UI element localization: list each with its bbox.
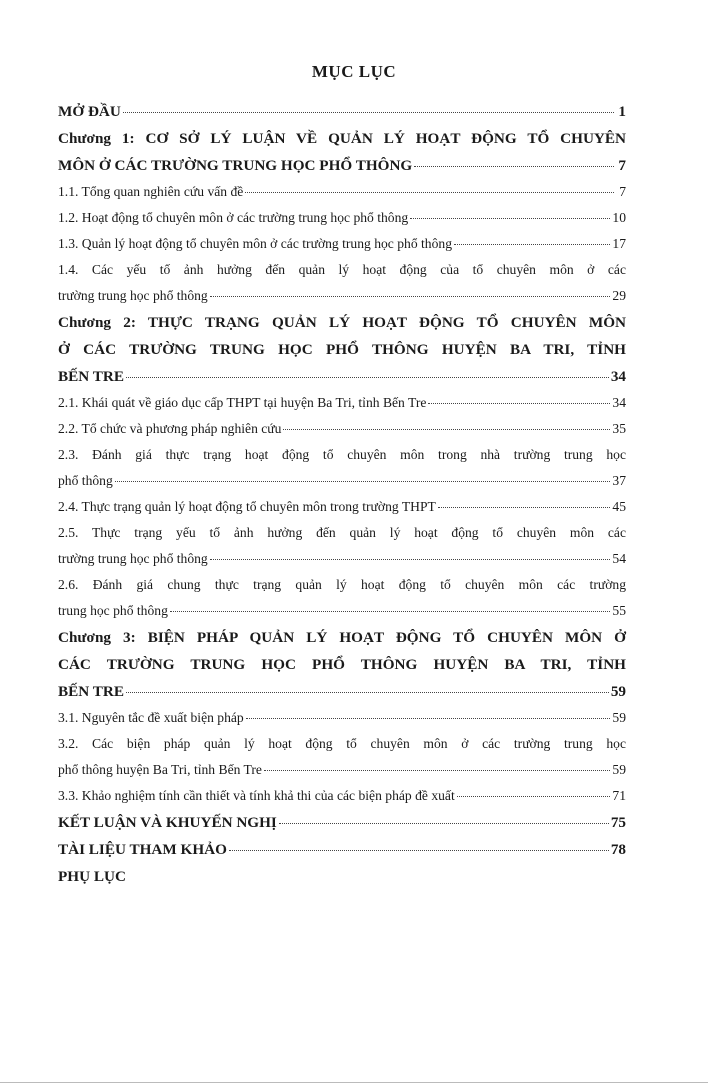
toc-page-number: 59 bbox=[612, 710, 626, 725]
toc-entry-text-line: 2.5. Thực trạng yếu tố ảnh hưởng đến quản lý hoạt động tổ chuyên môn các bbox=[58, 525, 626, 540]
toc-entry-text-line: 1.4. Các yếu tố ảnh hưởng đến quản lý hoạt động của tổ chuyên môn ở các bbox=[58, 262, 626, 277]
toc-entry bbox=[58, 390, 626, 416]
toc-entry-text-line: Chương 2: THỰC TRẠNG QUẢN LÝ HOẠT ĐỘNG TỔ CHUYÊN MÔN bbox=[58, 314, 626, 331]
dot-leader bbox=[229, 850, 609, 851]
toc-entry-final-line bbox=[58, 205, 626, 231]
toc-page-number: 10 bbox=[612, 210, 626, 225]
dot-leader bbox=[170, 611, 611, 612]
toc-entry bbox=[58, 520, 626, 572]
toc-entry-text-line: 3.2. Các biện pháp quản lý hoạt động tổ chuyên môn ở các trường trung học bbox=[58, 736, 626, 751]
toc-page-number: 7 bbox=[619, 184, 626, 199]
dot-leader bbox=[115, 481, 611, 482]
toc-entry bbox=[58, 231, 626, 257]
toc-entry-text-line: Chương 3: BIỆN PHÁP QUẢN LÝ HOẠT ĐỘNG TỔ CHUYÊN MÔN Ở bbox=[58, 629, 626, 646]
toc-entry-text: 2.2. Tổ chức và phương pháp nghiên cứu bbox=[58, 421, 282, 436]
toc-page-number: 78 bbox=[610, 841, 626, 858]
toc-entry-text: 3.1. Nguyên tắc đề xuất biện pháp bbox=[58, 710, 244, 725]
toc-entry-text: 1.1. Tổng quan nghiên cứu vấn đề bbox=[58, 184, 244, 199]
toc-entry-final-line bbox=[58, 678, 626, 705]
toc-page-number: 45 bbox=[612, 499, 626, 514]
toc-entry-final-line bbox=[58, 231, 626, 257]
toc-page-number: 34 bbox=[612, 395, 626, 410]
toc-page-number: 71 bbox=[612, 788, 626, 803]
toc-entry-final-line bbox=[58, 390, 626, 416]
toc-entry bbox=[58, 309, 626, 390]
dot-leader bbox=[210, 559, 611, 560]
toc-page-number: 1 bbox=[618, 103, 626, 120]
toc-entry-text: 2.4. Thực trạng quản lý hoạt động tổ chuyên môn trong trường THPT bbox=[58, 499, 436, 514]
toc-entry-text: MÔN Ở CÁC TRƯỜNG TRUNG HỌC PHỔ THÔNG bbox=[58, 157, 413, 174]
toc-page-number: 34 bbox=[610, 368, 626, 385]
toc-entry-final-line bbox=[58, 546, 626, 572]
toc-page-number: 37 bbox=[612, 473, 626, 488]
toc-entry bbox=[58, 98, 626, 125]
dot-leader bbox=[210, 296, 611, 297]
toc-page-number: 29 bbox=[612, 288, 626, 303]
toc-entry bbox=[58, 416, 626, 442]
dot-leader bbox=[123, 112, 614, 113]
toc-entry-text: MỞ ĐẦU bbox=[58, 103, 121, 120]
toc-entry-final-line bbox=[58, 363, 626, 390]
toc-entry-text: 2.1. Khái quát về giáo dục cấp THPT tại huyện Ba Tri, tỉnh Bến Tre bbox=[58, 395, 427, 410]
toc-entry-final-line bbox=[58, 98, 626, 125]
toc-entry bbox=[58, 494, 626, 520]
dot-leader bbox=[438, 507, 611, 508]
page-bottom-edge bbox=[0, 1082, 708, 1083]
toc-page-number: 55 bbox=[612, 603, 626, 618]
toc-page-number: 59 bbox=[610, 683, 626, 700]
toc-entry-text: trường trung học phổ thông bbox=[58, 288, 208, 303]
dot-leader bbox=[457, 796, 611, 797]
toc-title: MỤC LỤC bbox=[311, 62, 397, 81]
toc-entry bbox=[58, 257, 626, 309]
toc-entry-final-line bbox=[58, 416, 626, 442]
toc-entry-final-line bbox=[58, 179, 626, 205]
toc-entry-final-line bbox=[58, 809, 626, 836]
toc-entry-text-line: Chương 1: CƠ SỞ LÝ LUẬN VỀ QUẢN LÝ HOẠT ĐỘNG TỔ CHUYÊN bbox=[58, 130, 626, 147]
toc-entry-final-line bbox=[58, 468, 626, 494]
toc-entry-text-line: 2.3. Đánh giá thực trạng hoạt động tổ chuyên môn trong nhà trường trung học bbox=[58, 447, 626, 462]
dot-leader bbox=[126, 692, 609, 693]
toc-page-number: 35 bbox=[612, 421, 626, 436]
toc-entry bbox=[58, 809, 626, 836]
toc-entry bbox=[58, 205, 626, 231]
dot-leader bbox=[410, 218, 610, 219]
toc-entry-text: trung học phổ thông bbox=[58, 603, 168, 618]
toc-list bbox=[58, 98, 626, 890]
toc-entry-final-line bbox=[58, 494, 626, 520]
toc-entry-text-line: CÁC TRƯỜNG TRUNG HỌC PHỔ THÔNG HUYỆN BA TRI, TỈNH bbox=[58, 656, 626, 673]
toc-page-number: 59 bbox=[612, 762, 626, 777]
toc-entry bbox=[58, 125, 626, 179]
toc-entry-final-line bbox=[58, 757, 626, 783]
toc-entry-text: BẾN TRE bbox=[58, 683, 124, 700]
toc-entry-text: KẾT LUẬN VÀ KHUYẾN NGHỊ bbox=[58, 814, 277, 831]
toc-entry-text: phổ thông huyện Ba Tri, tỉnh Bến Tre bbox=[58, 762, 262, 777]
dot-leader bbox=[264, 770, 610, 771]
dot-leader bbox=[245, 192, 614, 193]
dot-leader bbox=[428, 403, 610, 404]
toc-entry-final-line bbox=[58, 283, 626, 309]
toc-page-number: 7 bbox=[618, 157, 626, 174]
toc-entry-final-line bbox=[58, 863, 626, 890]
toc-entry-text: 1.3. Quản lý hoạt động tổ chuyên môn ở các trường trung học phổ thông bbox=[58, 236, 452, 251]
toc-entry-final-line bbox=[58, 836, 626, 863]
toc-page-number: 75 bbox=[610, 814, 626, 831]
toc-entry-final-line bbox=[58, 152, 626, 179]
toc-entry-text: 3.3. Khảo nghiệm tính cần thiết và tính khả thi của các biện pháp đề xuất bbox=[58, 788, 455, 803]
toc-entry bbox=[58, 442, 626, 494]
toc-entry bbox=[58, 624, 626, 705]
toc-entry bbox=[58, 863, 626, 890]
toc-entry bbox=[58, 731, 626, 783]
toc-entry bbox=[58, 705, 626, 731]
toc-entry-text: TÀI LIỆU THAM KHẢO bbox=[58, 841, 227, 858]
dot-leader bbox=[126, 377, 609, 378]
toc-entry bbox=[58, 572, 626, 624]
toc-entry bbox=[58, 783, 626, 809]
dot-leader bbox=[454, 244, 610, 245]
dot-leader bbox=[246, 718, 611, 719]
dot-leader bbox=[279, 823, 609, 824]
toc-entry-final-line bbox=[58, 598, 626, 624]
toc-entry-text-line: 2.6. Đánh giá chung thực trạng quản lý hoạt động tổ chuyên môn các trường bbox=[58, 577, 626, 592]
toc-entry bbox=[58, 836, 626, 863]
toc-entry-text: trường trung học phổ thông bbox=[58, 551, 208, 566]
toc-entry-text: phổ thông bbox=[58, 473, 113, 488]
toc-entry-final-line bbox=[58, 705, 626, 731]
dot-leader bbox=[414, 166, 614, 167]
toc-entry-text-line: Ở CÁC TRƯỜNG TRUNG HỌC PHỔ THÔNG HUYỆN BA TRI, TỈNH bbox=[58, 341, 626, 358]
toc-entry bbox=[58, 179, 626, 205]
toc-entry-text: BẾN TRE bbox=[58, 368, 124, 385]
toc-entry-text: 1.2. Hoạt động tổ chuyên môn ở các trường trung học phổ thông bbox=[58, 210, 409, 225]
toc-page-number: 17 bbox=[612, 236, 626, 251]
toc-page-number: 54 bbox=[612, 551, 626, 566]
toc-entry-text: PHỤ LỤC bbox=[58, 868, 126, 885]
toc-entry-final-line bbox=[58, 783, 626, 809]
dot-leader bbox=[283, 429, 610, 430]
